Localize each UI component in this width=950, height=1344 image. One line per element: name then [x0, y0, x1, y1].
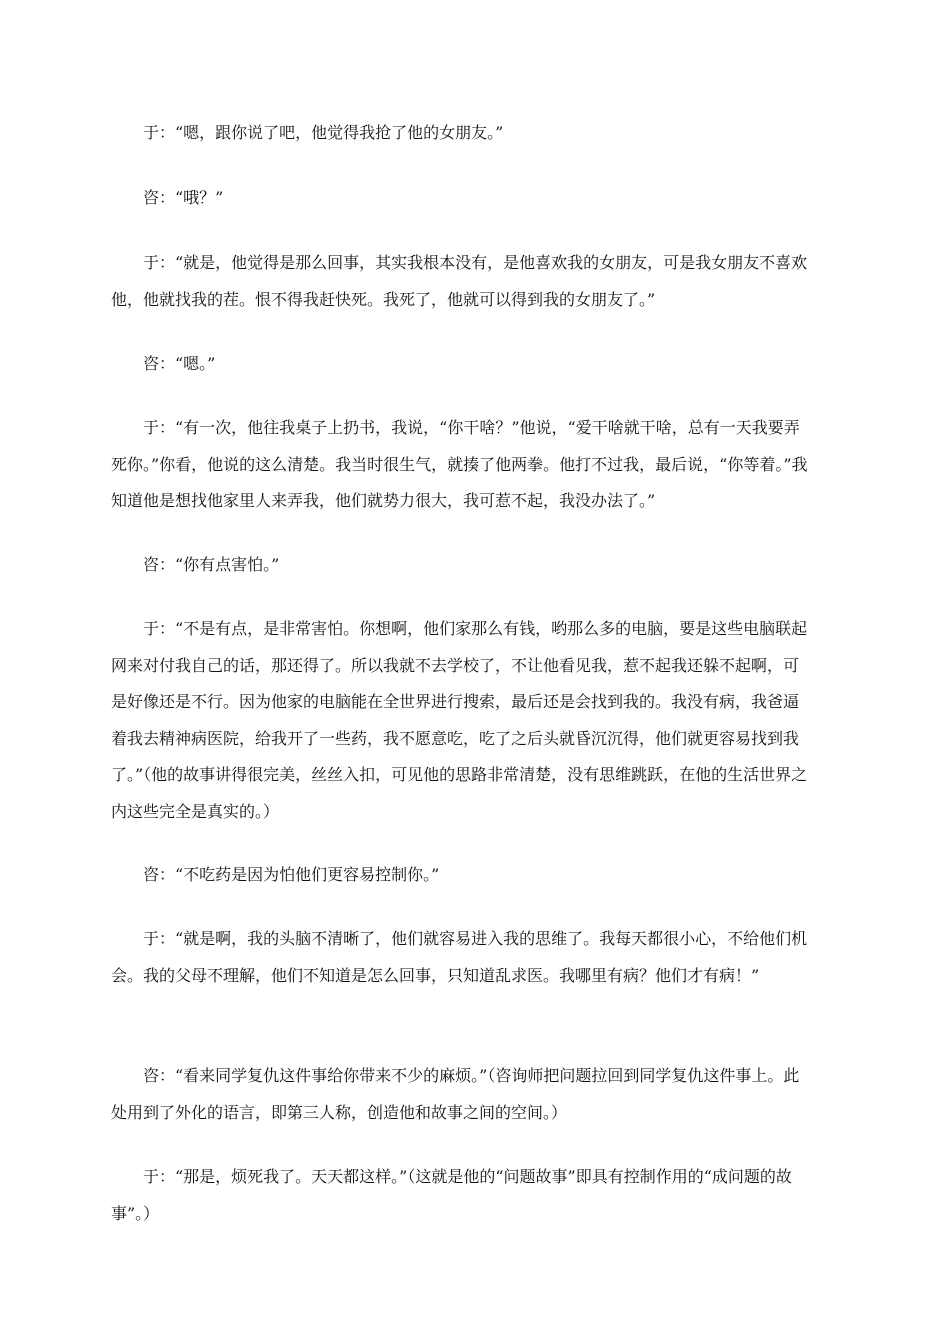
paragraph-4: 咨：“嗯。” — [143, 354, 216, 373]
paragraph-7: 于：“不是有点，是非常害怕。你想啊，他们家那么有钱，哟那么多的电脑，要是这些电脑联起网来对付我自己的话，那还得了。所以我就不去学校了，不让他看见我，惹不起我还躲不起啊，可是好像还是不行。因为他家的电脑能在全世界进行搜索，最后还是会找到我的。我没有病，我爸逼着我去精神病医院，给我开了一些药，我不愿意吃，吃了之后头就昏沉沉得，他们就更容易找到我了。”（他的故事讲得很完美，丝丝入扣，可见他的思路非常清楚，没有思维跳跃，在他的生活世界之内这些完全是真实的。） — [111, 619, 808, 821]
paragraph-3: 于：“就是，他觉得是那么回事，其实我根本没有，是他喜欢我的女朋友，可是我女朋友不喜欢他，他就找我的茬。恨不得我赶快死。我死了，他就可以得到我的女朋友了。” — [111, 253, 808, 309]
paragraph-5: 于：“有一次，他往我桌子上扔书，我说，“你干啥？”他说，“爱干啥就干啥，总有一天我要弄死你。”你看，他说的这么清楚。我当时很生气，就揍了他两拳。他打不过我，最后说，“你等着。”我知道他是想找他家里人来弄我，他们就势力很大，我可惹不起，我没办法了。” — [111, 418, 808, 510]
paragraph-2: 咨：“哦？” — [143, 188, 224, 207]
paragraph-10: 咨：“看来同学复仇这件事给你带来不少的麻烦。”（咨询师把问题拉回到同学复仇这件事上。此处用到了外化的语言，即第三人称，创造他和故事之间的空间。） — [111, 1066, 800, 1122]
paragraph-11: 于：“那是，烦死我了。天天都这样。”（这就是他的“问题故事”即具有控制作用的“成问题的故事”。） — [111, 1167, 792, 1223]
paragraph-6: 咨：“你有点害怕。” — [143, 555, 280, 574]
paragraph-9: 于：“就是啊，我的头脑不清晰了，他们就容易进入我的思维了。我每天都很小心，不给他们机会。我的父母不理解，他们不知道是怎么回事，只知道乱求医。我哪里有病？他们才有病！” — [111, 929, 808, 985]
paragraph-8: 咨：“不吃药是因为怕他们更容易控制你。” — [143, 865, 440, 884]
paragraph-1: 于：“嗯，跟你说了吧，他觉得我抢了他的女朋友。” — [143, 123, 504, 142]
